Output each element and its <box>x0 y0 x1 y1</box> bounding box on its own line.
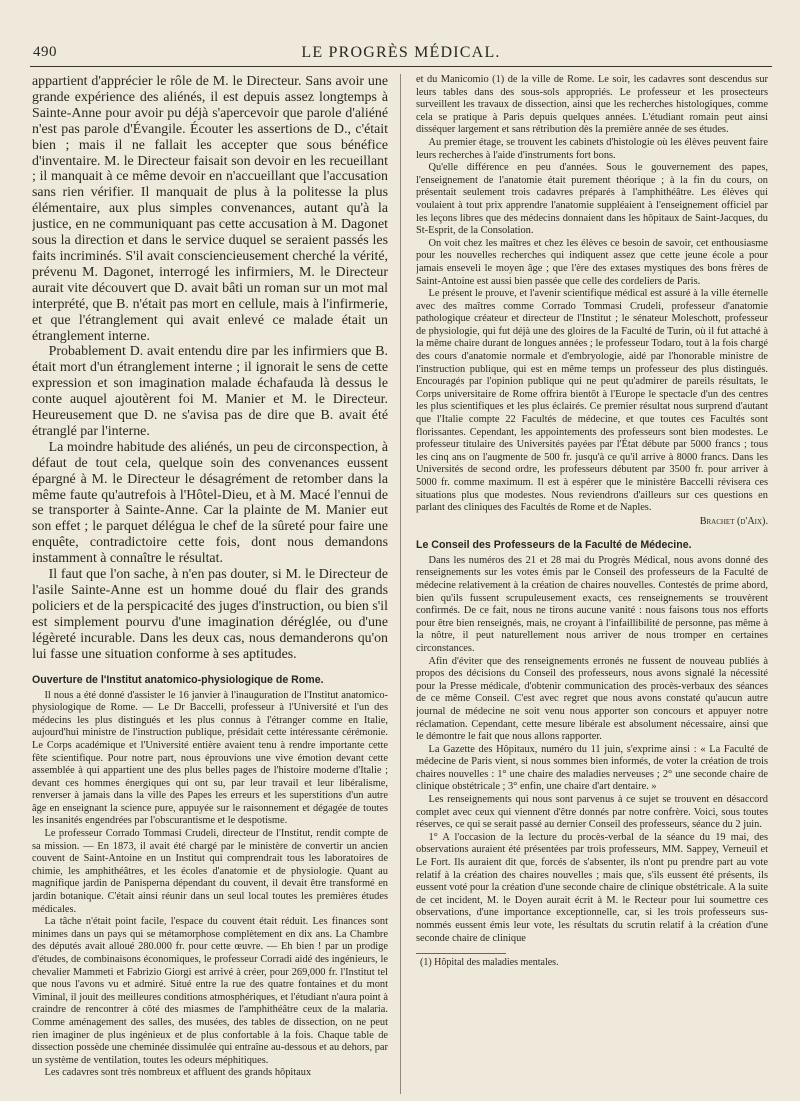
section-paragraph: et du Manicomio (1) de la ville de Rome. Le soir, les cadavres sont descendus sur leurs tables dans des sous-sols appropriés. Le professeur et les prosecteurs surveillent les travaux de dissection, ainsi que les recherches histologiques, comme cela se pratique à Paris depuis quelques années. L'étudiant romain peut ainsi disséquer largement et sans rétribution dès la première année de ses études. <box>416 74 768 136</box>
page-number: 490 <box>33 44 57 60</box>
section-paragraph: 1° A l'occasion de la lecture du procès-verbal de la séance du 19 mai, des observations auraient été présentées par trois professeurs, MM. Sappey, Verneuil et Le Fort. Ils auraient dit que, forcés de s'absenter, ils n'ont pu prendre part au vote relatif à la création des chaires nouvelles ; mais que, s'ils eussent été présents, ils eussent voté pour la création d'une seconde chaire de clinique obstétricale. A la suite de cet incident, M. le Doyen aurait écrit à M. le Recteur pour lui soumettre ces observations, d'une importance exceptionnelle, car, si les trois professeurs sus-nommés eussent émis leur vote, les résultats du scrutin relatif à la création d'une seconde chaire de clinique <box>416 831 768 944</box>
section-paragraph: Qu'elle différence en peu d'années. Sous le gouvernement des papes, l'enseignement de l'anatomie était purement théorique ; à la fin du cours, on présentait seulement trois cadavres préparés à l'amphithéâtre. Les élèves qui voulaient à tout prix apprendre l'anatomie suppléaient à l'enseignement officiel par les leçons libres que des médecins donnaient dans les hôpitaux de Saint-Jacques, du St-Esprit, de la Consolation. <box>416 162 768 237</box>
author-signature: Brachet (d'Aix). <box>699 515 768 527</box>
section-heading-conseil: Le Conseil des Professeurs de la Faculté de Médecine. <box>416 538 692 551</box>
section-paragraph: On voit chez les maîtres et chez les élèves ce besoin de savoir, cet enthousiasme pour les nouvelles recherches qui indiquent assez que cette jeune école a pour jamais enseveli le moyen âge ; que l'ère des extases mystiques des bons frères de Saint-Antoine est aussi bien passée que celle des cordeliers de Paris. <box>416 237 768 287</box>
journal-title: LE PROGRÈS MÉDICAL. <box>301 44 501 61</box>
section-paragraph: Le professeur Corrado Tommasi Crudeli, directeur de l'Institut, rendit compte de sa mission. — En 1873, il avait été chargé par le ministère de convertir un ancien couvent de Saint-Antoine en un Institut qui comprendrait tous les laboratoires de chimie, les amphithéâtres, et les écoles d'anatomie et de physiologie. Quant au magnifique jardin de Panisperna dépendant du couvent, il devait être transformé en jardin botanique. C'était ainsi réunir dans un seul local toutes les premières études médicales. <box>32 828 388 915</box>
section-paragraph: Dans les numéros des 21 et 28 mai du Progrès Médical, nous avons donné des renseignements sur les votes émis par le Conseil des professeurs de la Faculté de médecine relativement à la création de chaires nouvelles. Contestés de prime abord, bien qu'ils fussent scrupuleusement exacts, ces renseignements se trouvèrent confirmés. De ce fait, nous ne tirons aucune vanité : nous faisons tous nos efforts pour être bien renseignés, mais, ne croyant à l'infaillibilité de personne, pas même à la nôtre, il peut naturellement nous arriver de nous tromper en certaines circonstances. <box>416 554 768 654</box>
left-column <box>32 74 388 1094</box>
article-paragraph: appartient d'apprécier le rôle de M. le Directeur. Sans avoir une grande expérience des aliénés, il est depuis assez longtemps à Sainte-Anne pour avoir pu déjà s'apercevoir que parole d'aliéné n'est pas parole d'Évangile. Écouter les assertions de D., c'était bien ; mais il ne fallait les accepter que sous bénéfice d'inventaire. M. le Directeur faisait son devoir en les recueillant ; il manquait à ce même devoir en n'accueillant que l'accusation sans rien vérifier. Il manquait de plus à la politesse la plus élémentaire, aux plus simples convenances, autant qu'à la justice, en ne communiquant pas cette accusation à M. Dagonet sous la direction et dans le service duquel se seraient passés les faits incriminés. S'il avait consciencieusement cherché la vérité, prévenu M. Dagonet, interrogé les infirmiers, M. le Directeur aurait vite découvert que D. avait bâti un roman sur un mot mal interprété, que B. n'était pas mort en cellule, mais à l'infirmerie, et que l'étranglement qui avait enlevé ce malade était un étranglement interne. <box>32 74 388 344</box>
section-paragraph: La tâche n'était point facile, l'espace du couvent était réduit. Les finances sont minimes dans un pays qui se métamorphose complètement en dix ans. La Chambre des députés avait alloué 280.000 fr. pour cette œuvre. — Eh bien ! par un prodige d'études, de combinaisons économiques, le professeur Corradi aidé des ingénieurs, le chevalier Mammeti et Fabrizio Giorgi est arrivé à créer, pour 269,000 fr. l'Institut tel que nous l'avons vu et admiré. Situé entre la rue des quatre fontaines et du mont Viminal, il jouit des meilleures conditions atmosphériques, et l'étudiant n'aura point à craindre de rencontrer à côté des miasmes de l'amphithéâtre ceux de la malaria. Comme aménagement des salles, des musées, des tables de dissection, on ne peut rien imaginer de plus ingénieux et de plus confortable à la fois. Chaque table de dissection possède une cheminée dissimulée qui entraîne au-dessous et au dehors, par un système de ventilation, toutes les odeurs méphitiques. <box>32 916 388 1066</box>
section-paragraph: Le présent le prouve, et l'avenir scientifique médical est assuré à la ville éternelle avec des maîtres comme Corrado Tommasi Crudeli, professeur d'anatomie pathologique créateur et directeur de l'Institut ; le sénateur Moleschott, professeur de physiologie, qui fut déjà une des gloires de la Faculté de Turin, où il fut attaché à la même chaire durant de longues années ; le professeur Todaro, tout à la fois chargé des cours d'anatomie normale et d'embryologie, aidé par l'honorable ministre de l'instruction publique, qui est en même temps un professeur des plus distingués. Encouragés par l'opinion publique qui ne peut qu'admirer de pareils résultats, le Corps universitaire de Rome offrira bientôt à l'Europe le spectacle d'un des centres les plus scientifiques et les plus éclairés. Ce premier résultat nous surprend d'autant que l'Italie compte 22 Facultés de médecine, et que toutes ces Facultés sont florissantes. Cependant, les appointements des professeurs sont bien modestes. Le professeur titulaire des Universités payées par l'État débute par 5000 francs ; tous les cinq ans on l'augmente de 500 fr. jusqu'à ce qu'il arrive à 8000 francs. Dans les Universités de second ordre, les professeurs débutent par 3500 fr. pour arriver à 5000 fr. comme maximum. Il est à espérer que le ministère Baccelli révisera ces situations plus que modestes. Nous reviendrons d'ailleurs sur ces questions en parlant des cliniques des Facultés de Rome et de Naples. <box>416 288 768 514</box>
section-paragraph: Les cadavres sont très nombreux et affluent des grands hôpitaux <box>44 1067 312 1079</box>
column-divider <box>400 74 401 1094</box>
section-paragraph: Il nous a été donné d'assister le 16 janvier à l'inauguration de l'Institut anatomico-physiologique de Rome. — Le Dr Baccelli, professeur à l'Université et l'un des médecins les plus distingués et les plus connus à l'étranger comme en Italie, aujourd'hui ministre de l'instruction publique, présidait cette intéressante cérémonie. Le Corps académique et l'Université entière avaient tenu à rendre importante cette fête scientifique. Pour notre part, nous éprouvions une vive émotion devant cette assemblée à qui appartient une des plus belles pages de l'histoire moderne d'Italie ; devant ces hommes énergiques qui ont su, par leur travail et leur libéralisme, renverser à jamais dans la ville des Papes les erreurs et les superstitions d'un autre âge en enseignant la science pure, appuyée sur le raisonnement et dégagée de toutes les insanités engendrées par l'obscurantisme et le despotisme. <box>32 689 388 827</box>
section-paragraph: Au premier étage, se trouvent les cabinets d'histologie où les élèves peuvent faire leurs recherches à l'aide d'instruments fort bons. <box>416 136 768 161</box>
header-rule <box>30 66 772 67</box>
right-column <box>416 74 768 1094</box>
section-heading-institut: Ouverture de l'Institut anatomico-physiologique de Rome. <box>32 673 324 686</box>
section-paragraph: La Gazette des Hôpitaux, numéro du 11 juin, s'exprime ainsi : « La Faculté de médecine de Paris vient, si nous sommes bien informés, de voter la création de trois chaires nouvelles : 1° une chaire des maladies nerveuses ; 2° une seconde chaire de clinique obstétricale ; 3° enfin, une chaire d'art dentaire. » <box>416 743 768 793</box>
footnote-rule <box>416 953 506 954</box>
article-paragraph: Probablement D. avait entendu dire par les infirmiers que B. était mort d'un étranglement interne ; il ignorait le sens de cette expression et son imagination malade échafauda là dessus le conte auquel ajoutèrent foi M. Manier et M. le Directeur. Heureusement que D. ne s'avisa pas de dire que B. avait été étranglé par l'interne. <box>32 344 388 439</box>
section-paragraph: Afin d'éviter que des renseignements erronés ne fussent de nouveau publiés à propos des décisions du Conseil des professeurs, nous avons signalé la nécessité pour la Presse médicale, d'obtenir communication des procès-verbaux des séances de ce même Conseil. C'est avec regret que nous avons constaté qu'aucun autre journal de médecine ne soit venu nous apporter son concours et appuyer notre réclamation. Cependant, cette mesure libérale est absolument nécessaire, ainsi que le démontre le fait que nous allons rapporter. <box>416 655 768 743</box>
footnote: (1) Hôpital des maladies mentales. <box>420 957 559 969</box>
section-paragraph: Les renseignements qui nous sont parvenus à ce sujet se trouvent en désaccord complet avec ceux qui viennent d'être donnés par notre confrère. Voici, sous toutes réserves, ce qui se serait passé au dernier Conseil des professeurs, séance du 2 juin. <box>416 794 768 831</box>
article-paragraph: Il faut que l'on sache, à n'en pas douter, si M. le Directeur de l'asile Sainte-Anne est un homme doué du flair des grands policiers et de la perspicacité des juges d'instruction, ou bien s'il est simplement pourvu d'une imagination déréglée, ou d'une légèreté incurable. Dans les deux cas, nous demanderons qu'on lui fasse une situation conforme à ses aptitudes. <box>32 567 388 662</box>
page-header <box>30 44 772 66</box>
article-paragraph: La moindre habitude des aliénés, un peu de circonspection, à défaut de tout cela, quelque soin des convenances eussent épargné à M. le Directeur le désagrément de retomber dans la même faute qu'autrefois à l'Hôtel-Dieu, et à M. Macé l'ennui de se transporter à Sainte-Anne. Car la plainte de M. Manier eut son effet ; le parquet délégua le chef de la sûreté pour faire une enquête, contradictoire cette fois, dont nous demandons instamment à connaître le résultat. <box>32 439 388 567</box>
